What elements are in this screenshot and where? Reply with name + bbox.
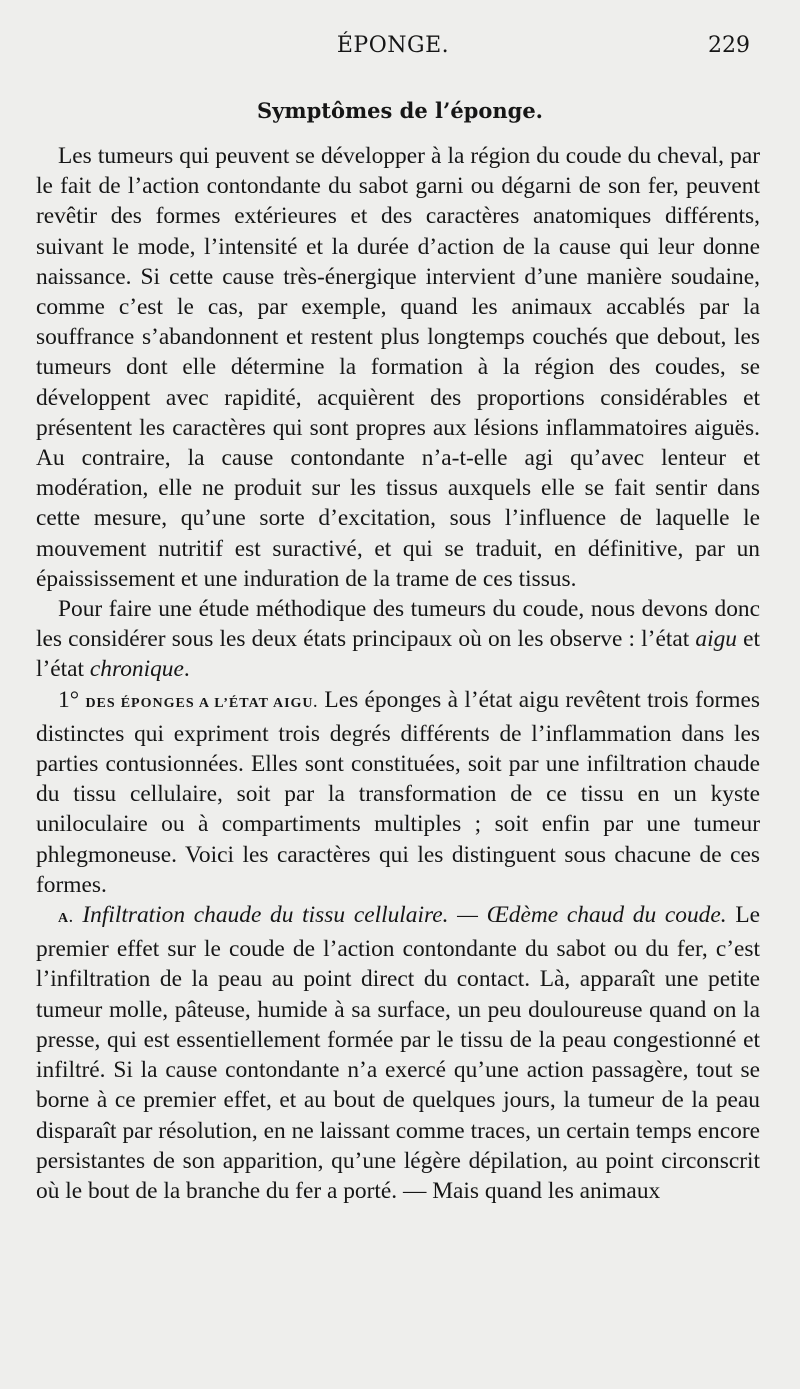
page-number: 229	[708, 33, 750, 58]
paragraph-4-text: Le premier effet sur le coude de l’action contondante du sabot ou du fer, c’est l’infiltration de la peau au point direct du contact. Là, apparaît une petite tumeur molle, pâteuse, humide à sa surface, un peu douloureuse quand on la presse, qui est essentiellement formée par le tissu de la peau congestionné et infiltré. Si la cause contondante n’a exercé qu’une action passagère, tout se borne à ce premier effet, et au bout de quelques jours, la tumeur de la peau disparaît par résolution, en ne laissant comme traces, un certain temps encore persistantes de son apparition, qu’une légère dépilation, au point circonscrit où le bout de la branche du fer a porté. — Mais quand les animaux	[36, 902, 760, 1204]
paragraph-2	[36, 594, 760, 685]
paragraph-4	[36, 900, 760, 1206]
subsection-a-heading: Infiltration chaude du tissu cellulaire. — Œdème chaud du coude.	[82, 902, 727, 929]
paragraph-2-text-a: Pour faire une étude méthodique des tumeurs du coude, nous devons donc les considérer sous les deux états principaux où on les observe : l’état	[36, 596, 760, 653]
term-aigu: aigu	[695, 626, 737, 653]
paragraph-3-text: Les éponges à l’état aigu revêtent trois formes distinctes qui expriment trois degrés différents de l’inflammation dans les parties contusionnées. Elles sont constituées, soit par une infiltration chaude du tissu cellulaire, soit par la transformation de ce tissu en un kyste uniloculaire ou à compartiments multiples ; soit enfin par une tumeur phlegmoneuse. Voici les caractères qui les distinguent sous chacune de ces formes.	[36, 686, 760, 898]
subsection-number: 1°	[58, 686, 80, 713]
term-chronique: chronique	[89, 656, 184, 683]
paragraph-1: Les tumeurs qui peuvent se développer à la région du coude du cheval, par le fait de l’action contondante du sabot garni ou dégarni de son fer, peuvent revêtir des formes extérieures et des caractères anatomiques différents, suivant le mode, l’intensité et la durée d’action de la cause qui leur donne naissance. Si cette cause très-énergique intervient d’une manière soudaine, comme c’est le cas, par exemple, quand les animaux accablés par la souffrance s’abandonnent et restent plus longtemps couchés que debout, les tumeurs dont elle détermine la formation à la région des coudes, se développent avec rapidité, acquièrent des proportions considérables et présentent les caractères qui sont propres aux lésions inflammatoires aiguës. Au contraire, la cause contondante n’a-t-elle agi qu’avec lenteur et modération, elle ne produit sur les tissus auxquels elle se fait sentir dans cette mesure, qu’une sorte d’excitation, sous l’influence de laquelle le mouvement nutritif est suractivé, et qui se traduit, en définitive, par un épaississement et une induration de la trame de ces tissus.	[36, 143, 760, 592]
paragraph-3	[36, 685, 760, 900]
paragraph-2-text-b: et l’état	[36, 626, 761, 683]
section-title: Symptômes de l’éponge.	[256, 98, 543, 123]
running-title: ÉPONGE.	[336, 33, 450, 58]
subsection-heading: DES ÉPONGES A L’ÉTAT AIGU.	[85, 695, 319, 711]
running-head	[36, 30, 750, 62]
body-text	[36, 141, 760, 1206]
subsection-letter: A.	[58, 911, 74, 927]
paragraph-2-text-c: .	[183, 656, 190, 683]
